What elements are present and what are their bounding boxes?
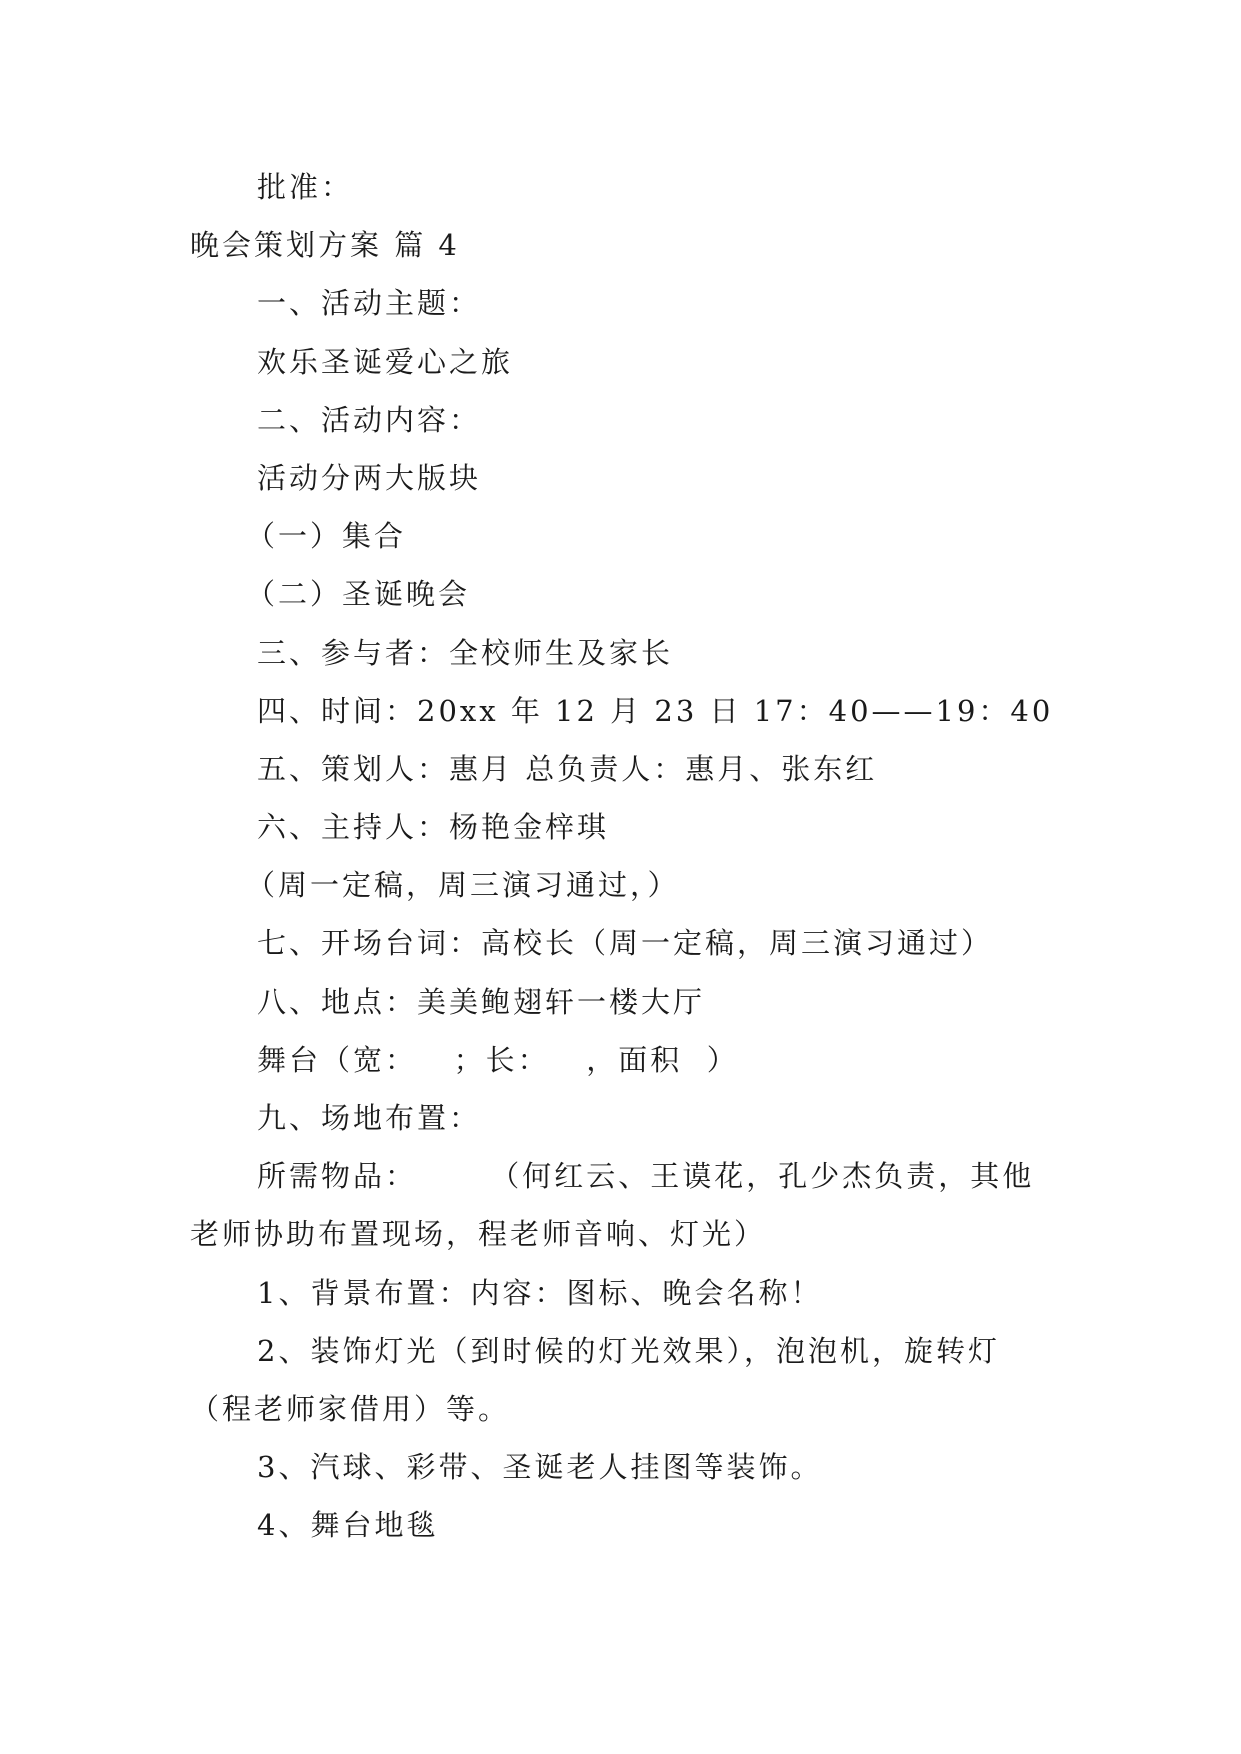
heading-content: 二、活动内容：: [257, 402, 482, 437]
venue-item-2: 2、装饰灯光（到时候的灯光效果），泡泡机，旋转灯: [257, 1333, 1000, 1368]
section-title: 晚会策划方案 篇 4: [190, 228, 460, 263]
planner-line: 五、策划人：惠月 总负责人：惠月、张东红: [257, 751, 878, 786]
approval-line: 批准：: [257, 170, 354, 204]
items-line-cont: 老师协助布置现场，程老师音响、灯光）: [190, 1217, 767, 1252]
location-line: 八、地点：美美鲍翅轩一楼大厅: [257, 984, 706, 1019]
host-line: 六、主持人：杨艳金梓琪: [257, 810, 610, 845]
opening-line: 七、开场台词：高校长（周一定稿，周三演习通过）: [257, 926, 994, 961]
host-note: （周一定稿，周三演习通过，）: [246, 868, 680, 903]
venue-item-3: 3、汽球、彩带、圣诞老人挂图等装饰。: [257, 1450, 823, 1485]
content-item-1: （一）集合: [246, 519, 407, 554]
venue-item-1: 1、背景布置：内容：图标、晚会名称！: [257, 1275, 823, 1310]
content-item-2: （二）圣诞晚会: [246, 577, 471, 612]
theme-text: 欢乐圣诞爱心之旅: [257, 344, 514, 379]
venue-item-4: 4、舞台地毯: [257, 1508, 439, 1543]
items-line: 所需物品： （何红云、王谟花，孔少杰负责，其他: [257, 1159, 1035, 1194]
participants-line: 三、参与者：全校师生及家长: [257, 635, 674, 670]
document-body: [190, 158, 1060, 1555]
stage-line: 舞台（宽： ；长： ，面积 ）: [257, 1042, 739, 1077]
heading-theme: 一、活动主题：: [257, 286, 482, 321]
content-text: 活动分两大版块: [257, 460, 482, 495]
time-line: 四、时间：20xx 年 12 月 23 日 17：40——19：40: [257, 693, 1054, 728]
venue-item-2-cont: （程老师家借用）等。: [190, 1391, 511, 1426]
heading-venue: 九、场地布置：: [257, 1101, 482, 1135]
